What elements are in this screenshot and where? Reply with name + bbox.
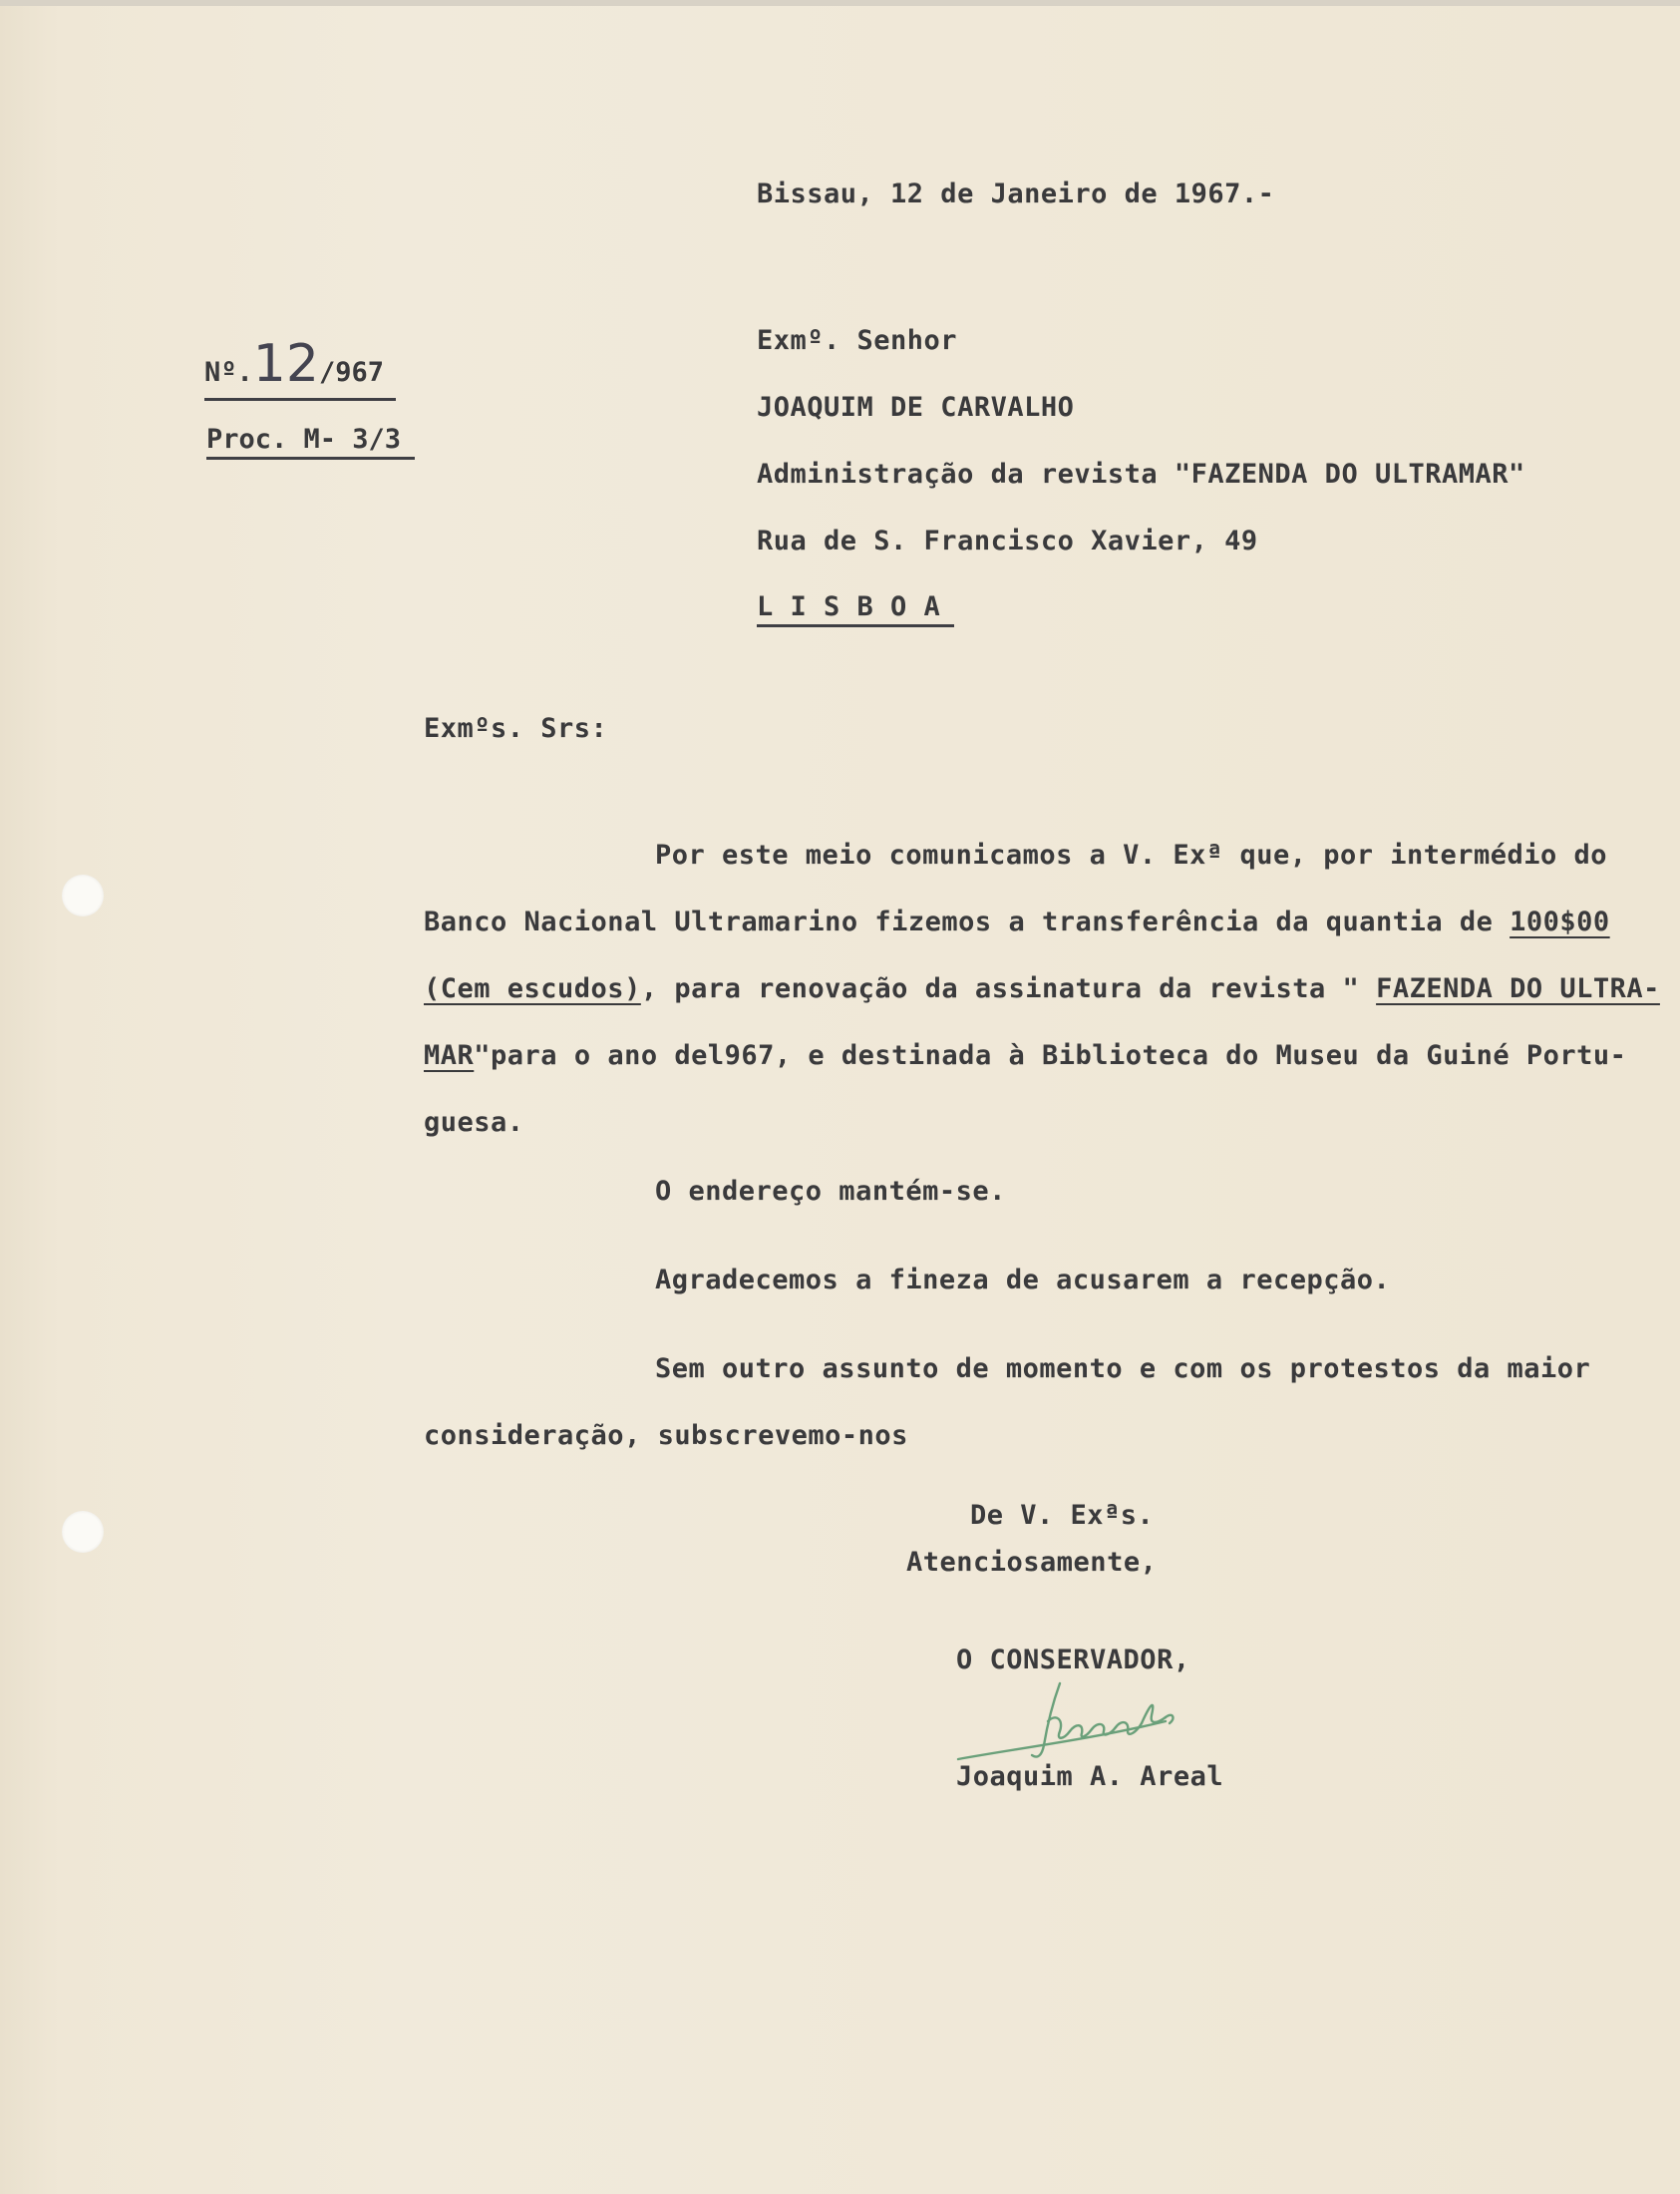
paper-top-edge — [0, 0, 1680, 6]
process-reference: Proc. M- 3/3 — [206, 423, 415, 460]
punch-hole-top — [62, 875, 104, 916]
reference-number — [204, 334, 396, 401]
body-paragraph4-line1: Sem outro assunto de momento e com os protestos da maior — [655, 1353, 1591, 1384]
body-text-segment: Banco Nacional Ultramarino fizemos a transferência da quantia de — [424, 907, 1511, 937]
punch-hole-bottom — [62, 1511, 104, 1553]
recipient-organization: Administração da revista "FAZENDA DO ULTRAMAR" — [757, 459, 1525, 490]
body-paragraph1-line5: guesa. — [424, 1107, 524, 1138]
magazine-title-part1: FAZENDA DO ULTRA- — [1376, 973, 1660, 1004]
recipient-salutation: Exmº. Senhor — [757, 325, 958, 356]
body-paragraph4-line2: consideração, subscrevemo-nos — [424, 1420, 908, 1451]
signer-title: O CONSERVADOR, — [956, 1645, 1190, 1675]
magazine-title-part2: MAR — [424, 1040, 475, 1071]
body-paragraph3: Agradecemos a fineza de acusarem a recepção. — [655, 1265, 1391, 1295]
reference-year: /967 — [318, 357, 384, 388]
reference-prefix: Nº. — [204, 357, 253, 388]
recipient-street: Rua de S. Francisco Xavier, 49 — [757, 526, 1258, 556]
body-paragraph1-line4 — [424, 1039, 1626, 1073]
recipient-city: L I S B O A — [757, 590, 954, 627]
letter-greeting: Exmºs. Srs: — [424, 713, 608, 744]
body-paragraph2: O endereço mantém-se. — [655, 1176, 1006, 1207]
transfer-amount-words: (Cem escudos) — [424, 973, 641, 1004]
body-paragraph1-line1: Por este meio comunicamos a V. Exª que, por intermédio do — [655, 840, 1608, 871]
handwritten-signature — [952, 1675, 1221, 1770]
letter-date: Bissau, 12 de Janeiro de 1967.- — [757, 179, 1275, 209]
recipient-name: JOAQUIM DE CARVALHO — [757, 392, 1075, 423]
body-paragraph1-line3 — [424, 972, 1660, 1006]
transfer-amount: 100$00 — [1510, 907, 1610, 937]
body-text-segment: , para renovação da assinatura da revista " — [640, 973, 1377, 1004]
signer-name: Joaquim A. Areal — [956, 1761, 1224, 1792]
closing-line1: De V. Exªs. — [970, 1500, 1155, 1531]
closing-line2: Atenciosamente, — [906, 1547, 1158, 1578]
reference-handwritten-number: 12 — [252, 334, 319, 394]
body-paragraph1-line2 — [424, 906, 1610, 939]
body-text-segment: "para o ano del967, e destinada à Biblioteca do Museu da Guiné Portu- — [474, 1040, 1627, 1071]
